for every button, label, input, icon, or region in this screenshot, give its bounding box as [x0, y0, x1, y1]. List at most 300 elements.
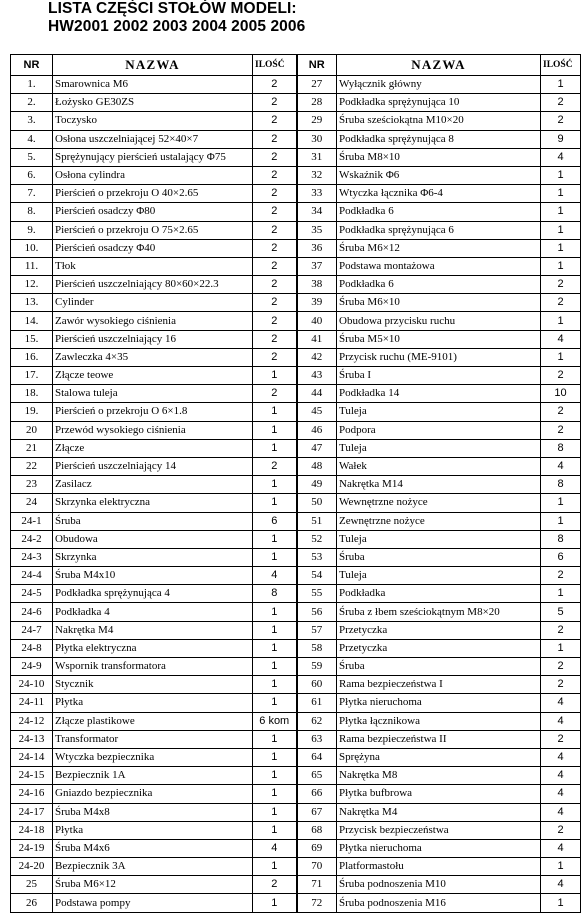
part-quantity: 6 [541, 548, 581, 566]
part-name: Podkładka sprężynująca 4 [53, 585, 253, 603]
table-row [11, 676, 581, 694]
part-quantity: 1 [253, 494, 297, 512]
part-quantity: 2 [541, 821, 581, 839]
part-quantity: 6 [253, 512, 297, 530]
table-row [11, 730, 581, 748]
part-quantity: 2 [541, 676, 581, 694]
part-number: 23 [11, 476, 53, 494]
part-number: 17. [11, 367, 53, 385]
table-row [11, 894, 581, 912]
part-number: 6. [11, 166, 53, 184]
part-quantity: 1 [541, 257, 581, 275]
part-quantity: 1 [253, 621, 297, 639]
part-name: Śruba sześciokątna M10×20 [337, 112, 541, 130]
part-quantity: 1 [253, 858, 297, 876]
part-quantity: 1 [253, 694, 297, 712]
part-name: Rama bezpieczeństwa II [337, 730, 541, 748]
part-quantity: 1 [253, 367, 297, 385]
part-quantity: 5 [541, 603, 581, 621]
table-row [11, 403, 581, 421]
part-number: 40 [297, 312, 337, 330]
part-name: Obudowa [53, 530, 253, 548]
part-name: Śruba M6×12 [337, 239, 541, 257]
part-quantity: 2 [541, 621, 581, 639]
part-quantity: 1 [253, 676, 297, 694]
part-number: 66 [297, 785, 337, 803]
part-number: 22 [11, 457, 53, 475]
part-quantity: 2 [541, 112, 581, 130]
part-number: 57 [297, 621, 337, 639]
part-quantity: 1 [253, 639, 297, 657]
part-name: Pierścień uszczelniający 16 [53, 330, 253, 348]
table-row [11, 166, 581, 184]
table-row [11, 839, 581, 857]
part-quantity: 1 [253, 894, 297, 912]
part-quantity: 2 [541, 276, 581, 294]
part-number: 13. [11, 294, 53, 312]
table-row [11, 712, 581, 730]
part-name: Rama bezpieczeństwa I [337, 676, 541, 694]
table-row [11, 876, 581, 894]
table-row [11, 185, 581, 203]
part-quantity: 2 [253, 276, 297, 294]
part-number: 34 [297, 203, 337, 221]
table-row [11, 603, 581, 621]
title-line-1: LISTA CZĘŚCI STOŁÓW MODELI: [48, 0, 297, 17]
title-line-2: HW2001 2002 2003 2004 2005 2006 [48, 18, 306, 35]
part-quantity: 4 [541, 803, 581, 821]
part-number: 24-8 [11, 639, 53, 657]
part-name: Płytka nieruchoma [337, 839, 541, 857]
part-number: 24-11 [11, 694, 53, 712]
part-name: Śruba M6×10 [337, 294, 541, 312]
table-row [11, 512, 581, 530]
part-number: 1. [11, 76, 53, 94]
part-quantity: 1 [541, 76, 581, 94]
part-name: Stalowa tuleja [53, 385, 253, 403]
part-number: 62 [297, 712, 337, 730]
part-name: Zasilacz [53, 476, 253, 494]
part-quantity: 1 [541, 858, 581, 876]
document-title [48, 0, 305, 36]
part-number: 24 [11, 494, 53, 512]
part-name: Tuleja [337, 530, 541, 548]
part-quantity: 1 [541, 185, 581, 203]
part-name: Sprężynujący pierścień ustalający Φ75 [53, 148, 253, 166]
part-number: 24-16 [11, 785, 53, 803]
part-name: Pierścień o przekroju O 6×1.8 [53, 403, 253, 421]
part-quantity: 2 [541, 403, 581, 421]
part-name: Łożysko GE30ZS [53, 94, 253, 112]
part-number: 24-3 [11, 548, 53, 566]
part-name: Obudowa przycisku ruchu [337, 312, 541, 330]
part-quantity: 2 [541, 294, 581, 312]
part-quantity: 8 [253, 585, 297, 603]
part-number: 3. [11, 112, 53, 130]
part-number: 65 [297, 767, 337, 785]
part-number: 27 [297, 76, 337, 94]
part-quantity: 2 [253, 385, 297, 403]
part-quantity: 2 [253, 239, 297, 257]
part-name: Przetyczka [337, 621, 541, 639]
part-number: 31 [297, 148, 337, 166]
part-quantity: 2 [253, 257, 297, 275]
part-number: 24-5 [11, 585, 53, 603]
part-quantity: 2 [253, 94, 297, 112]
part-number: 24-17 [11, 803, 53, 821]
part-quantity: 4 [541, 457, 581, 475]
part-quantity: 2 [541, 421, 581, 439]
part-number: 24-15 [11, 767, 53, 785]
part-name: Śruba M4x8 [53, 803, 253, 821]
part-name: Nakrętka M4 [53, 621, 253, 639]
table-row [11, 239, 581, 257]
part-quantity: 1 [253, 530, 297, 548]
part-number: 45 [297, 403, 337, 421]
part-name: Toczysko [53, 112, 253, 130]
part-quantity: 4 [541, 748, 581, 766]
part-name: Podstawa montażowa [337, 257, 541, 275]
table-row [11, 785, 581, 803]
part-number: 54 [297, 567, 337, 585]
part-quantity: 1 [541, 639, 581, 657]
part-quantity: 1 [253, 767, 297, 785]
part-quantity: 2 [541, 567, 581, 585]
part-number: 7. [11, 185, 53, 203]
part-number: 72 [297, 894, 337, 912]
table-row [11, 457, 581, 475]
header-name-right: NAZWA [337, 55, 541, 76]
part-number: 24-12 [11, 712, 53, 730]
part-name: Podkładka 6 [337, 276, 541, 294]
part-name: Smarownica M6 [53, 76, 253, 94]
part-name: Gniazdo bezpiecznika [53, 785, 253, 803]
table-row [11, 494, 581, 512]
part-name: Płytka [53, 694, 253, 712]
part-name: Cylinder [53, 294, 253, 312]
table-row [11, 621, 581, 639]
part-name: Tłok [53, 257, 253, 275]
part-quantity: 1 [541, 166, 581, 184]
table-row [11, 439, 581, 457]
part-name: Podpora [337, 421, 541, 439]
part-number: 24-9 [11, 658, 53, 676]
part-name: Platformastołu [337, 858, 541, 876]
table-row [11, 548, 581, 566]
part-number: 24-14 [11, 748, 53, 766]
part-name: Przewód wysokiego ciśnienia [53, 421, 253, 439]
part-name: Zawór wysokiego ciśnienia [53, 312, 253, 330]
part-number: 24-18 [11, 821, 53, 839]
part-number: 43 [297, 367, 337, 385]
part-number: 63 [297, 730, 337, 748]
part-name: Wskaźnik Φ6 [337, 166, 541, 184]
part-number: 41 [297, 330, 337, 348]
table-row [11, 76, 581, 94]
part-name: Śruba podnoszenia M10 [337, 876, 541, 894]
part-number: 53 [297, 548, 337, 566]
table-row [11, 694, 581, 712]
part-quantity: 1 [541, 585, 581, 603]
part-name: Śruba M4x6 [53, 839, 253, 857]
table-row [11, 585, 581, 603]
part-quantity: 2 [253, 185, 297, 203]
part-number: 64 [297, 748, 337, 766]
part-name: Śruba [53, 512, 253, 530]
part-name: Przycisk ruchu (ME-9101) [337, 348, 541, 366]
part-number: 35 [297, 221, 337, 239]
part-quantity: 2 [541, 94, 581, 112]
part-number: 30 [297, 130, 337, 148]
part-quantity: 1 [253, 421, 297, 439]
part-quantity: 2 [253, 76, 297, 94]
part-quantity: 1 [253, 439, 297, 457]
part-number: 33 [297, 185, 337, 203]
part-number: 48 [297, 457, 337, 475]
table-row [11, 367, 581, 385]
part-name: Skrzynka [53, 548, 253, 566]
part-name: Wewnętrzne nożyce [337, 494, 541, 512]
part-name: Bezpiecznik 3A [53, 858, 253, 876]
part-name: Nakrętka M4 [337, 803, 541, 821]
part-quantity: 1 [253, 803, 297, 821]
part-quantity: 4 [541, 330, 581, 348]
part-quantity: 2 [253, 166, 297, 184]
part-quantity: 1 [253, 403, 297, 421]
table-row [11, 130, 581, 148]
part-quantity: 1 [253, 603, 297, 621]
part-number: 24-2 [11, 530, 53, 548]
part-quantity: 1 [541, 348, 581, 366]
table-row [11, 421, 581, 439]
part-quantity: 1 [541, 239, 581, 257]
table-row [11, 530, 581, 548]
part-name: Płytka bufbrowa [337, 785, 541, 803]
part-quantity: 2 [253, 876, 297, 894]
part-name: Podkładka 4 [53, 603, 253, 621]
part-number: 24-19 [11, 839, 53, 857]
table-row [11, 639, 581, 657]
part-quantity: 2 [541, 367, 581, 385]
part-quantity: 2 [253, 130, 297, 148]
part-quantity: 9 [541, 130, 581, 148]
part-number: 70 [297, 858, 337, 876]
part-quantity: 1 [541, 203, 581, 221]
header-qty-right: ILOŚĆ [541, 55, 581, 76]
part-number: 38 [297, 276, 337, 294]
parts-table [10, 54, 581, 913]
part-name: Tuleja [337, 403, 541, 421]
part-name: Złącze plastikowe [53, 712, 253, 730]
part-number: 18. [11, 385, 53, 403]
part-quantity: 1 [541, 312, 581, 330]
part-quantity: 1 [253, 548, 297, 566]
part-quantity: 1 [541, 894, 581, 912]
part-number: 2. [11, 94, 53, 112]
parts-table-body [11, 76, 581, 913]
part-name: Sprężyna [337, 748, 541, 766]
part-name: Pierścień uszczelniający 80×60×22.3 [53, 276, 253, 294]
part-name: Podkładka sprężynująca 8 [337, 130, 541, 148]
table-row [11, 748, 581, 766]
part-number: 24-1 [11, 512, 53, 530]
part-number: 4. [11, 130, 53, 148]
part-number: 47 [297, 439, 337, 457]
part-number: 20 [11, 421, 53, 439]
part-name: Nakrętka M14 [337, 476, 541, 494]
part-number: 25 [11, 876, 53, 894]
part-name: Śruba M6×12 [53, 876, 253, 894]
part-quantity: 4 [541, 876, 581, 894]
part-name: Nakrętka M8 [337, 767, 541, 785]
part-name: Wałek [337, 457, 541, 475]
part-quantity: 1 [253, 748, 297, 766]
part-number: 55 [297, 585, 337, 603]
part-name: Złącze [53, 439, 253, 457]
part-quantity: 8 [541, 530, 581, 548]
part-name: Stycznik [53, 676, 253, 694]
part-number: 68 [297, 821, 337, 839]
part-number: 59 [297, 658, 337, 676]
part-quantity: 1 [253, 658, 297, 676]
part-number: 24-6 [11, 603, 53, 621]
part-quantity: 4 [541, 839, 581, 857]
table-row [11, 348, 581, 366]
part-number: 14. [11, 312, 53, 330]
part-name: Pierścień o przekroju O 40×2.65 [53, 185, 253, 203]
table-row [11, 330, 581, 348]
part-name: Złącze teowe [53, 367, 253, 385]
part-number: 71 [297, 876, 337, 894]
part-quantity: 2 [253, 112, 297, 130]
part-name: Zewnętrzne nożyce [337, 512, 541, 530]
part-number: 24-7 [11, 621, 53, 639]
part-name: Pierścień osadczy Φ80 [53, 203, 253, 221]
part-quantity: 1 [541, 494, 581, 512]
part-quantity: 1 [253, 821, 297, 839]
table-row [11, 221, 581, 239]
part-quantity: 4 [541, 712, 581, 730]
header-qty-left: ILOŚĆ [253, 55, 297, 76]
table-row [11, 294, 581, 312]
part-quantity: 6 kom [253, 712, 297, 730]
table-row [11, 767, 581, 785]
part-number: 32 [297, 166, 337, 184]
part-number: 61 [297, 694, 337, 712]
table-row [11, 821, 581, 839]
header-nr-left: NR [11, 55, 53, 76]
part-name: Skrzynka elektryczna [53, 494, 253, 512]
part-number: 5. [11, 148, 53, 166]
part-name: Tuleja [337, 567, 541, 585]
part-name: Śruba podnoszenia M16 [337, 894, 541, 912]
part-number: 67 [297, 803, 337, 821]
part-number: 36 [297, 239, 337, 257]
part-name: Osłona uszczelniającej 52×40×7 [53, 130, 253, 148]
table-row [11, 112, 581, 130]
part-name: Transformator [53, 730, 253, 748]
part-quantity: 1 [541, 512, 581, 530]
table-row [11, 858, 581, 876]
part-name: Pierścień uszczelniający 14 [53, 457, 253, 475]
part-name: Śruba [337, 658, 541, 676]
part-quantity: 4 [541, 148, 581, 166]
part-number: 52 [297, 530, 337, 548]
part-name: Śruba [337, 548, 541, 566]
part-quantity: 8 [541, 439, 581, 457]
part-name: Podstawa pompy [53, 894, 253, 912]
part-quantity: 4 [253, 567, 297, 585]
part-quantity: 1 [541, 221, 581, 239]
part-name: Płytka łącznikowa [337, 712, 541, 730]
part-number: 21 [11, 439, 53, 457]
part-quantity: 2 [253, 457, 297, 475]
part-name: Płytka elektryczna [53, 639, 253, 657]
part-number: 15. [11, 330, 53, 348]
part-name: Osłona cylindra [53, 166, 253, 184]
table-row [11, 276, 581, 294]
part-number: 28 [297, 94, 337, 112]
table-row [11, 94, 581, 112]
table-row [11, 567, 581, 585]
part-number: 58 [297, 639, 337, 657]
part-number: 26 [11, 894, 53, 912]
part-number: 69 [297, 839, 337, 857]
part-number: 37 [297, 257, 337, 275]
table-row [11, 476, 581, 494]
part-number: 9. [11, 221, 53, 239]
part-quantity: 1 [253, 476, 297, 494]
part-number: 29 [297, 112, 337, 130]
part-number: 60 [297, 676, 337, 694]
table-row [11, 203, 581, 221]
table-row [11, 385, 581, 403]
part-number: 42 [297, 348, 337, 366]
part-quantity: 4 [541, 767, 581, 785]
part-quantity: 2 [253, 312, 297, 330]
part-number: 46 [297, 421, 337, 439]
part-name: Podkładka sprężynująca 10 [337, 94, 541, 112]
part-quantity: 1 [253, 730, 297, 748]
part-number: 39 [297, 294, 337, 312]
part-name: Śruba z łbem sześciokątnym M8×20 [337, 603, 541, 621]
part-number: 49 [297, 476, 337, 494]
part-quantity: 2 [253, 148, 297, 166]
part-quantity: 4 [253, 839, 297, 857]
part-number: 50 [297, 494, 337, 512]
part-number: 24-20 [11, 858, 53, 876]
table-row [11, 148, 581, 166]
part-name: Zawleczka 4×35 [53, 348, 253, 366]
header-row [11, 55, 581, 76]
part-name: Płytka [53, 821, 253, 839]
part-name: Wyłącznik główny [337, 76, 541, 94]
table-row [11, 257, 581, 275]
table-row [11, 312, 581, 330]
part-number: 24-4 [11, 567, 53, 585]
part-name: Bezpiecznik 1A [53, 767, 253, 785]
header-name-left: NAZWA [53, 55, 253, 76]
part-quantity: 2 [253, 221, 297, 239]
part-name: Śruba M4x10 [53, 567, 253, 585]
part-name: Wspornik transformatora [53, 658, 253, 676]
part-name: Śruba M5×10 [337, 330, 541, 348]
part-name: Przetyczka [337, 639, 541, 657]
part-name: Podkładka sprężynująca 6 [337, 221, 541, 239]
part-name: Przycisk bezpieczeństwa [337, 821, 541, 839]
part-name: Wtyczka bezpiecznika [53, 748, 253, 766]
header-nr-right: NR [297, 55, 337, 76]
